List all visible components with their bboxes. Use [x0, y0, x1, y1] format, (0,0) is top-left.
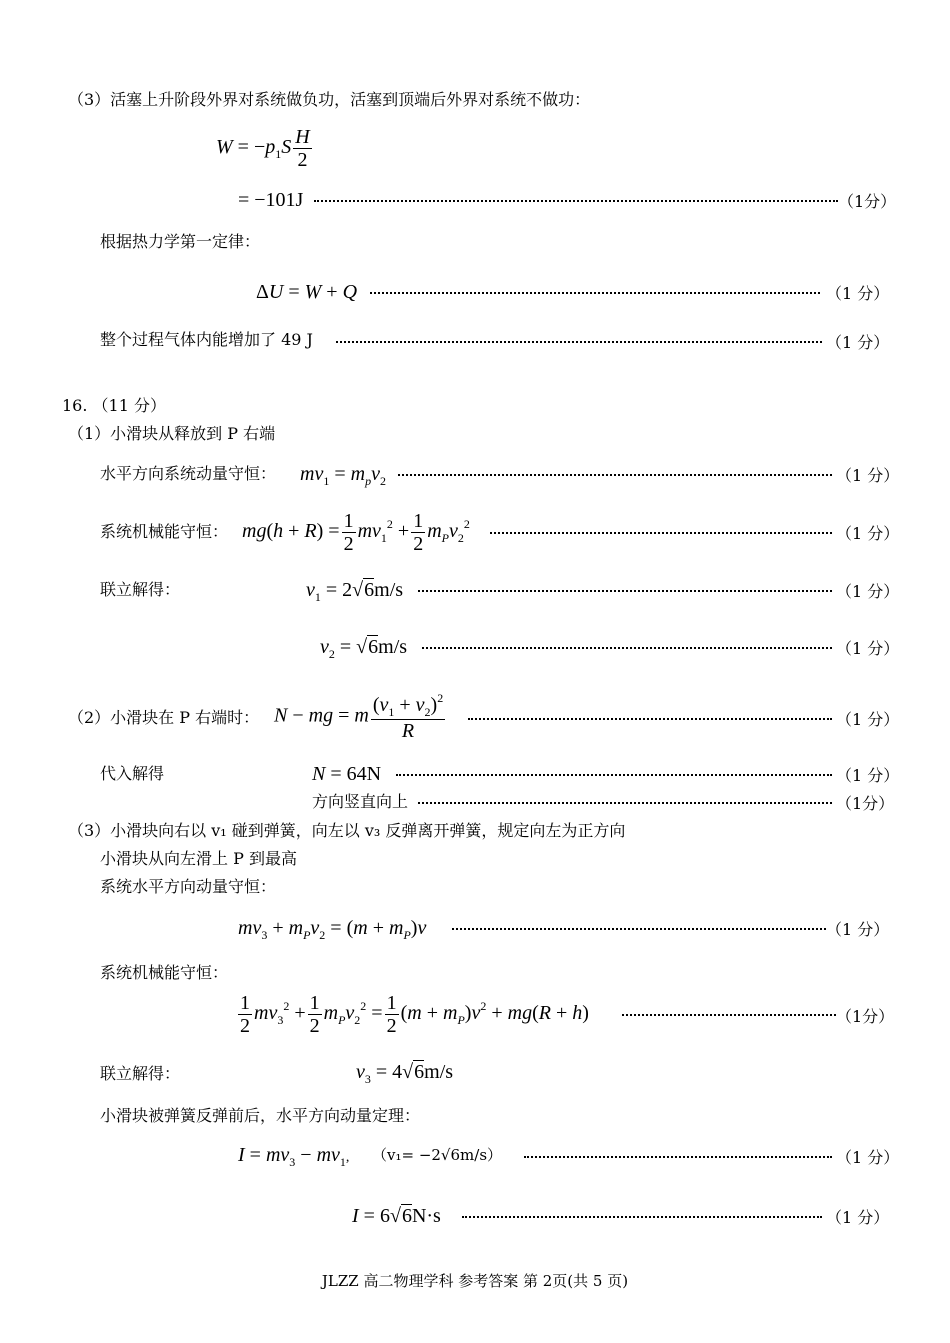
equation-first-law: ΔU = W + Q: [256, 281, 358, 303]
page-footer: JLZZ 高二物理学科 参考答案 第 2页(共 5 页): [321, 1272, 629, 1290]
leader-dots: [314, 200, 838, 202]
impulse-v1-note: （v₁= −2√6m/s）: [372, 1146, 503, 1164]
equation-work-definition: $W = -p_1S$ $\frac{H}{2}$: [216, 126, 310, 171]
part2-heading: （2）小滑块在 P 右端时：: [68, 708, 260, 727]
score-label: （1 分）: [836, 524, 900, 543]
score-label: （1分）: [836, 794, 895, 813]
question-16-title: 16. （11 分）: [62, 396, 166, 415]
leader-dots: [336, 341, 822, 343]
equation-v3-result: $v_3 = 4√6m/s$: [356, 1061, 454, 1086]
score-label: （1 分）: [836, 766, 900, 785]
internal-energy-conclusion: 整个过程气体内能增加了 49 J: [100, 330, 313, 349]
leader-dots: [398, 474, 832, 476]
score-label: （1 分）: [836, 582, 900, 601]
momentum-label: 水平方向系统动量守恒：: [100, 464, 277, 483]
score-label: （1分）: [836, 1007, 895, 1026]
solve-label: 联立解得：: [100, 580, 181, 599]
part1-heading: （1）小滑块从释放到 P 右端: [68, 424, 276, 443]
leader-dots: [418, 590, 832, 592]
equation-impulse: $I = mv_3 - mv_1$,: [238, 1144, 350, 1169]
equation-v2-result: $v_2 = √6m/s$: [320, 636, 408, 661]
part3-energy-label: 系统机械能守恒：: [100, 963, 229, 982]
score-label: （1 分）: [836, 466, 900, 485]
substitute-label: 代入解得: [100, 764, 165, 783]
force-direction: 方向竖直向上: [312, 792, 409, 811]
leader-dots: [468, 718, 832, 720]
leader-dots: [396, 774, 832, 776]
part3-momentum-label: 系统水平方向动量守恒：: [100, 877, 277, 896]
leader-dots: [490, 532, 832, 534]
leader-dots: [524, 1156, 832, 1158]
leader-dots: [452, 928, 826, 930]
part3-solve-label: 联立解得：: [100, 1064, 181, 1083]
equation-normal-force: N − mg = m $\frac{(v_1 + v_2)^2}{R}$: [274, 691, 444, 743]
leader-dots: [422, 647, 832, 649]
equation-energy-conservation: mg(h + R) = $\frac{1}{2}$ $mv_1^2$ + $\frac{1}{2}$ $m_Pv_2^2$: [242, 510, 470, 555]
equation-impulse-result: I = 6√6N·s: [352, 1205, 441, 1227]
part3-heading: （3）小滑块向右以 v₁ 碰到弹簧，向左以 v₃ 反弹离开弹簧，规定向左为正方向: [68, 821, 626, 840]
impulse-label: 小滑块被弹簧反弹前后，水平方向动量定理：: [100, 1106, 421, 1125]
score-label: （1 分）: [826, 333, 890, 352]
part3-line2: 小滑块从向左滑上 P 到最高: [100, 849, 297, 868]
energy-label: 系统机械能守恒：: [100, 522, 229, 541]
score-label: （1 分）: [836, 710, 900, 729]
first-law-label: 根据热力学第一定律：: [100, 232, 261, 251]
equation-momentum-conservation: $mv_1 = m_pv_2$: [300, 463, 386, 488]
score-label: （1 分）: [836, 639, 900, 658]
score-label: （1 分）: [826, 1208, 890, 1227]
equation-part3-momentum: $mv_3 + m_Pv_2 = (m + m_P)v$: [238, 917, 427, 942]
part3-prev-heading: （3）活塞上升阶段外界对系统做负功，活塞到顶端后外界对系统不做功：: [68, 90, 591, 109]
score-label: （1 分）: [836, 1148, 900, 1167]
score-label: （1分）: [838, 192, 897, 211]
leader-dots: [418, 802, 832, 804]
equation-part3-energy: $\frac{1}{2}$ $mv_3^2$ + $\frac{1}{2}$ $m_Pv_2^2$ = $\frac{1}{2}$ $(m + m_P)v^2 + mg(R + h)$: [240, 992, 589, 1037]
equation-work-value: = −101J: [238, 189, 304, 211]
leader-dots: [370, 292, 820, 294]
equation-N-result: N = 64N: [312, 763, 382, 785]
leader-dots: [622, 1014, 836, 1016]
score-label: （1 分）: [826, 920, 890, 939]
score-label: （1 分）: [826, 284, 890, 303]
leader-dots: [462, 1216, 822, 1218]
equation-v1-result: $v_1 = 2√6m/s$: [306, 579, 404, 604]
